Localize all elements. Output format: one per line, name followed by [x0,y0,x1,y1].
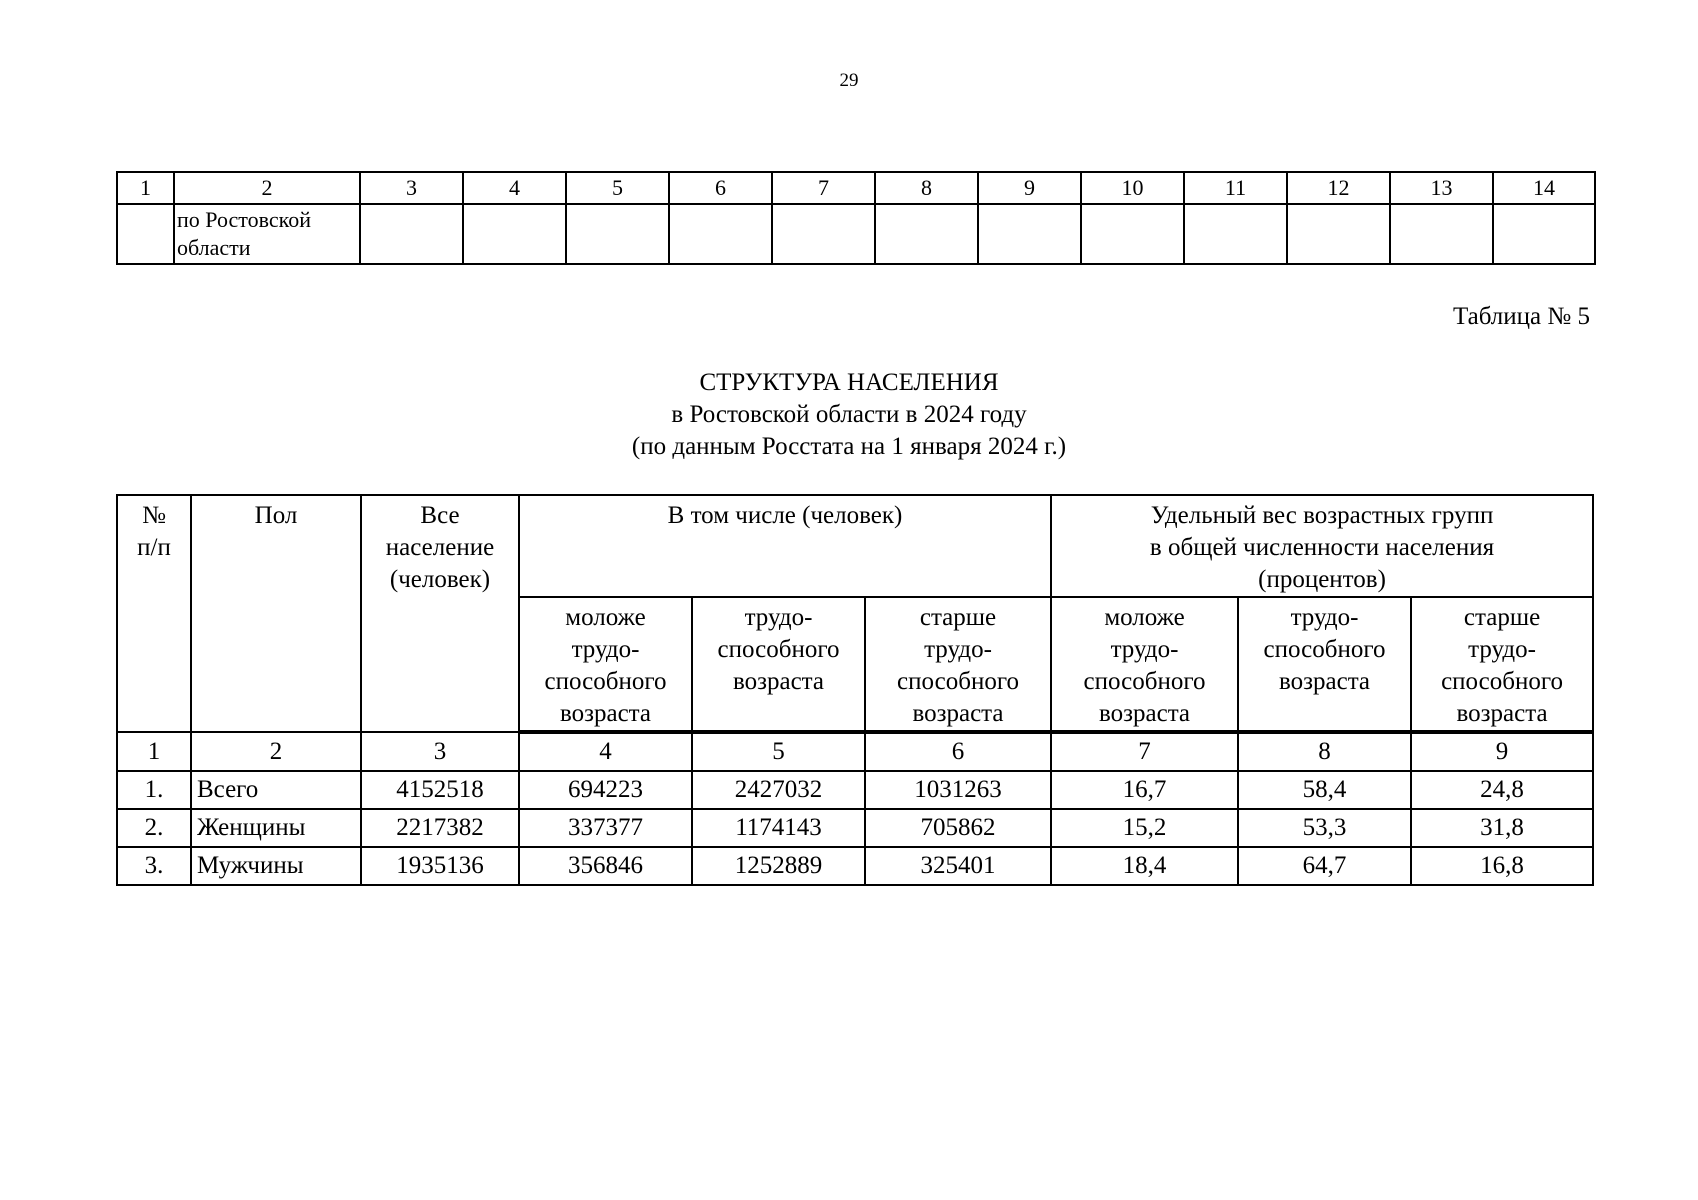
cell-older-pct: 31,8 [1411,809,1593,847]
empty-cell [1493,204,1595,264]
column-number: 5 [692,732,865,771]
empty-cell [117,204,174,264]
table-number: Таблица № 5 [1452,303,1590,330]
empty-cell [772,204,875,264]
header-working-count [692,597,865,732]
table-row [117,204,1595,264]
column-number: 11 [1184,172,1287,204]
column-number: 12 [1287,172,1390,204]
row-number: 1. [117,771,191,809]
header-text: трудо- [1290,604,1359,631]
page-number: 29 [839,70,859,91]
row-label-line: области [177,235,251,260]
cell-total: 1935136 [361,847,519,885]
column-number: 6 [865,732,1051,771]
row-sex: Женщины [191,809,361,847]
column-number: 2 [191,732,361,771]
empty-cell [1184,204,1287,264]
column-number: 2 [174,172,360,204]
column-number: 7 [772,172,875,204]
empty-cell [978,204,1081,264]
header-younger-count [519,597,692,732]
cell-younger-pct: 15,2 [1051,809,1238,847]
cell-older: 325401 [865,847,1051,885]
empty-cell [360,204,463,264]
header-text: возраста [912,700,1004,727]
header-total-population [361,495,519,732]
column-number: 6 [669,172,772,204]
table-title [0,367,1698,463]
empty-cell [463,204,566,264]
column-number-row [117,172,1595,204]
header-number [117,495,191,732]
header-text: № [142,502,166,529]
column-number: 14 [1493,172,1595,204]
header-text: Все [420,502,460,529]
cell-working: 2427032 [692,771,865,809]
cell-younger: 337377 [519,809,692,847]
row-number: 3. [117,847,191,885]
population-structure-table [116,494,1594,886]
cell-older-pct: 16,8 [1411,847,1593,885]
column-number: 1 [117,732,191,771]
header-including [519,495,1051,597]
cell-younger-pct: 18,4 [1051,847,1238,885]
column-number: 8 [1238,732,1411,771]
header-text: способного [1083,668,1206,695]
column-number: 5 [566,172,669,204]
header-text: возраста [1279,668,1371,695]
header-text: возраста [1099,700,1191,727]
header-text: (процентов) [1258,566,1386,593]
empty-cell [1081,204,1184,264]
header-row [117,495,1593,597]
header-text: Пол [254,502,298,529]
continuation-table [116,171,1596,265]
header-text: способного [544,668,667,695]
column-number: 9 [978,172,1081,204]
header-older-count [865,597,1051,732]
header-text: старше [1463,604,1541,631]
title-line: СТРУКТУРА НАСЕЛЕНИЯ [699,369,999,396]
row-sex: Мужчины [191,847,361,885]
cell-working: 1252889 [692,847,865,885]
table-row [117,847,1593,885]
cell-older-pct: 24,8 [1411,771,1593,809]
cell-working-pct: 64,7 [1238,847,1411,885]
empty-cell [669,204,772,264]
header-text: (человек) [389,566,491,593]
column-number: 7 [1051,732,1238,771]
cell-younger: 694223 [519,771,692,809]
header-younger-pct [1051,597,1238,732]
header-text: способного [1263,636,1386,663]
column-number: 13 [1390,172,1493,204]
column-number: 1 [117,172,174,204]
row-number: 2. [117,809,191,847]
header-text: трудо- [744,604,813,631]
cell-younger: 356846 [519,847,692,885]
column-number: 8 [875,172,978,204]
column-number-row [117,732,1593,771]
column-number: 4 [519,732,692,771]
header-text: способного [717,636,840,663]
cell-total: 2217382 [361,809,519,847]
header-text: моложе [1104,604,1185,631]
header-text: трудо- [1110,636,1179,663]
header-text: в общей численности населения [1149,534,1495,561]
cell-older: 1031263 [865,771,1051,809]
header-text: трудо- [924,636,992,663]
cell-working: 1174143 [692,809,865,847]
row-label [174,204,360,264]
header-text: старше [919,604,997,631]
header-text: возраста [1456,700,1548,727]
header-text: трудо- [1468,636,1536,663]
cell-total: 4152518 [361,771,519,809]
cell-working-pct: 58,4 [1238,771,1411,809]
row-sex: Всего [191,771,361,809]
table-row [117,809,1593,847]
column-number: 9 [1411,732,1593,771]
subtitle-line: в Ростовской области в 2024 году [671,401,1027,428]
header-text: трудо- [571,636,640,663]
header-text: население [385,534,495,561]
header-text: способного [897,668,1019,695]
subtitle-line: (по данным Росстата на 1 января 2024 г.) [631,433,1067,460]
cell-older: 705862 [865,809,1051,847]
column-number: 4 [463,172,566,204]
header-text: возраста [559,700,652,727]
row-label-line: по Ростовской [177,207,311,232]
empty-cell [1390,204,1493,264]
column-number: 3 [361,732,519,771]
header-older-pct [1411,597,1593,732]
column-number: 10 [1081,172,1184,204]
empty-cell [1287,204,1390,264]
header-text: моложе [565,604,646,631]
header-working-pct [1238,597,1411,732]
header-text: В том числе (человек) [667,502,903,529]
header-text: возраста [732,668,825,695]
header-text: Удельный вес возрастных групп [1150,502,1494,529]
header-text: способного [1441,668,1563,695]
cell-younger-pct: 16,7 [1051,771,1238,809]
table-row [117,771,1593,809]
header-text: п/п [137,534,171,561]
cell-working-pct: 53,3 [1238,809,1411,847]
empty-cell [875,204,978,264]
header-share [1051,495,1593,597]
column-number: 3 [360,172,463,204]
empty-cell [566,204,669,264]
header-sex [191,495,361,732]
